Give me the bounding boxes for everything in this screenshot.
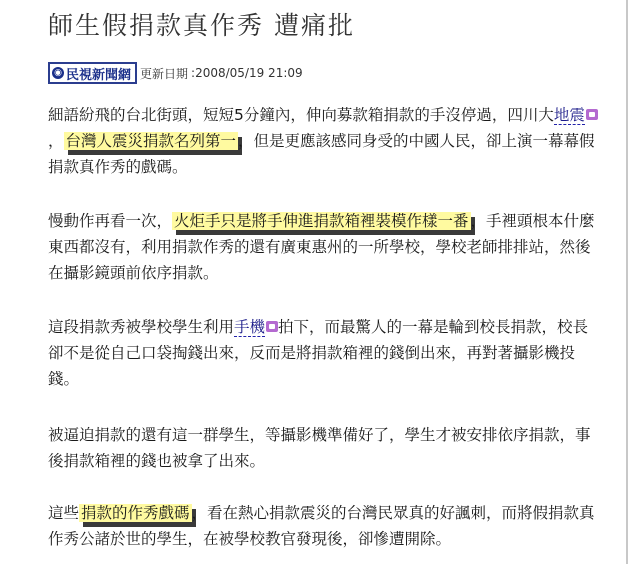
update-label: 更新日期 bbox=[140, 66, 189, 81]
paragraph-text: 慢動作再看一次， bbox=[48, 212, 173, 230]
keyword-link-phone[interactable]: 手機 bbox=[234, 318, 266, 336]
paragraph-text: ，但是更應該感同身受的中國人民，卻上演一幕幕假捐款真作秀的戲碼。 bbox=[48, 132, 595, 176]
paragraph-text: 細語紛飛的台北街頭，短短5分鐘內，伸向募款箱捐款的手沒停過，四川大 bbox=[48, 106, 554, 124]
source-logo-text: 民視新聞網 bbox=[66, 67, 132, 83]
article-meta bbox=[48, 62, 303, 84]
paragraph-text: ， bbox=[48, 132, 64, 150]
paragraph-text: 拍下，而最驚人的一幕是輪到校長捐款，校長卻不是從自己口袋掏錢出來，反而是將捐款箱裡的錢倒出來，再對著攝影機投錢。 bbox=[48, 318, 589, 388]
source-logo-icon: ◉ bbox=[52, 67, 64, 79]
paragraph-text: 被逼迫捐款的還有這一群學生，等攝影機準備好了，學生才被安排依序捐款，事後捐款箱裡的錢也被拿了出來。 bbox=[48, 426, 591, 470]
paragraph-text: 這段捐款秀被學校學生利用 bbox=[48, 318, 235, 336]
update-time: :2008/05/19 21:09 bbox=[191, 66, 303, 80]
paragraph-1 bbox=[48, 102, 600, 180]
paragraph-4 bbox=[48, 422, 600, 474]
keyword-popup-icon[interactable] bbox=[586, 109, 598, 120]
highlighted-phrase: 火炬手只是將手伸進捐款箱裡裝模作樣一番 bbox=[174, 212, 469, 230]
article-title: 師生假捐款真作秀 遭痛批 bbox=[48, 11, 355, 40]
paragraph-text: ，看在熱心捐款震災的台灣民眾真的好諷刺，而將假捐款真作秀公諸於世的學生，在被學校教官發現後，卻慘遭開除。 bbox=[48, 504, 595, 548]
keyword-popup-icon[interactable] bbox=[266, 321, 278, 332]
paragraph-text: 這些 bbox=[48, 504, 80, 522]
keyword-link-earthquake[interactable]: 地震 bbox=[553, 106, 585, 124]
highlighted-phrase: 捐款的作秀戲碼 bbox=[81, 504, 190, 522]
paragraph-text: ，手裡頭根本什麼東西都沒有，利用捐款作秀的還有廣東惠州的一所學校，學校老師排排站，然後在攝影鏡頭前依序捐款。 bbox=[48, 212, 595, 282]
paragraph-2 bbox=[48, 208, 600, 286]
highlighted-phrase: 台灣人震災捐款名列第一 bbox=[65, 132, 237, 150]
paragraph-5 bbox=[48, 500, 600, 552]
paragraph-3 bbox=[48, 314, 600, 392]
source-logo[interactable] bbox=[48, 62, 137, 84]
